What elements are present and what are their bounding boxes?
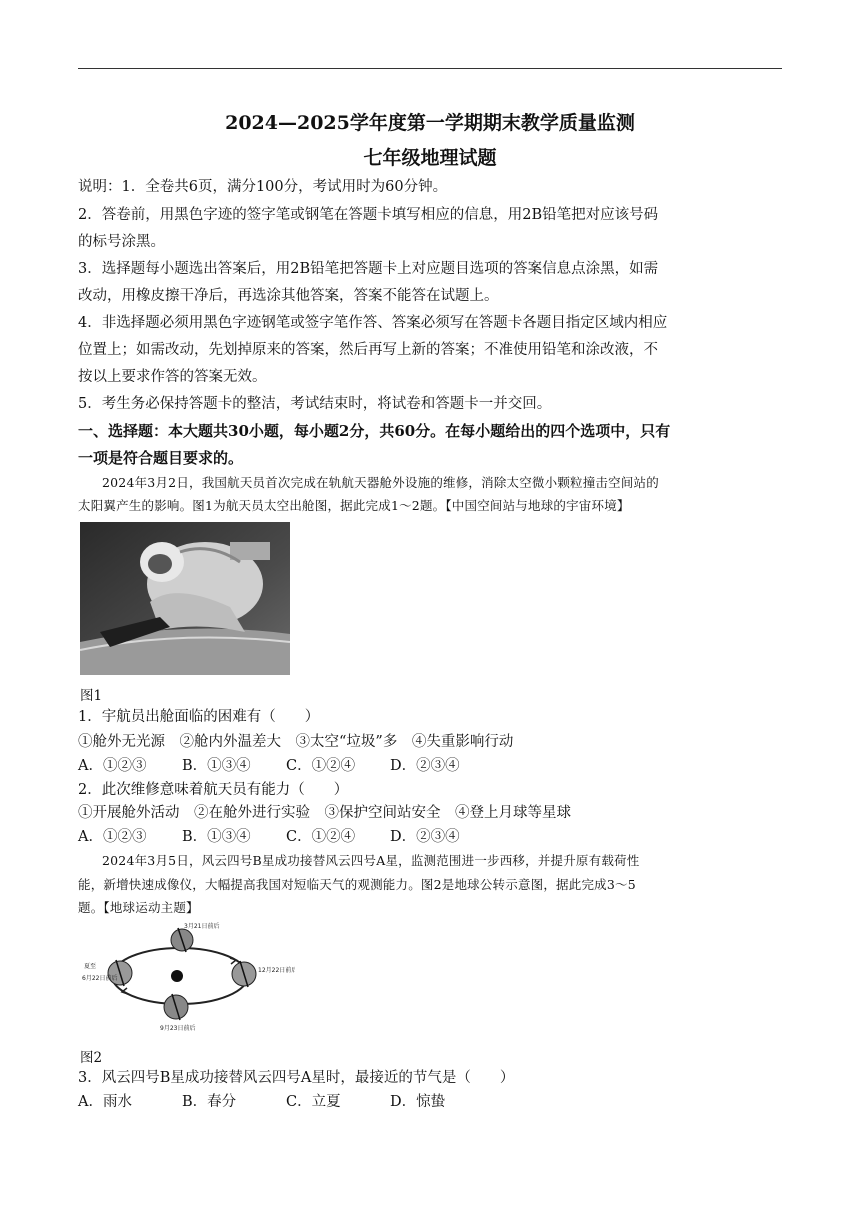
- q1-option-b[interactable]: B．①③④: [182, 758, 251, 774]
- figure2-caption: 图2: [80, 1050, 103, 1066]
- q3-option-c[interactable]: C．立夏: [286, 1094, 341, 1110]
- earth-orbit-diagram: [80, 920, 295, 1032]
- q1-stem: 1．宇航员出舱面临的困难有（ ）: [78, 709, 320, 725]
- label-june: 6月22日前后: [82, 975, 118, 982]
- q2-option-c[interactable]: C．①②④: [286, 829, 356, 845]
- q1-option-a[interactable]: A．①②③: [78, 758, 147, 774]
- passage2-line1: 2024年3月5日，风云四号B星成功接替风云四号A星，监测范围进一步西移，并提升原有载荷性: [102, 853, 640, 868]
- instruction-4: 4．非选择题必须用黑色字迹钢笔或签字笔作答、答案必须写在答题卡各题目指定区域内相应: [78, 315, 668, 331]
- q3-option-a[interactable]: A．雨水: [78, 1094, 132, 1110]
- passage2-line2: 能，新增快速成像仪，大幅提高我国对短临天气的观测能力。图2是地球公转示意图，据此完成3～5: [78, 877, 636, 892]
- q3-stem: 3．风云四号B星成功接替风云四号A星时，最接近的节气是（ ）: [78, 1070, 515, 1086]
- q1-options: [78, 756, 782, 776]
- section-heading: 一、选择题：本大题共30小题，每小题2分，共60分。在每小题给出的四个选项中，只有: [78, 422, 671, 440]
- q1-items: ①舱外无光源 ②舱内外温差大 ③太空“垃圾”多 ④失重影响行动: [78, 734, 514, 750]
- q3-option-b[interactable]: B．春分: [182, 1094, 237, 1110]
- label-december: 12月22日前后: [258, 967, 295, 974]
- instruction-2-cont: 的标号涂黑。: [78, 234, 165, 250]
- q2-options: [78, 827, 782, 847]
- passage2-line3: 题。【地球运动主题】: [78, 900, 199, 915]
- q3-options: [78, 1092, 782, 1112]
- q1-option-d[interactable]: D．②③④: [390, 758, 460, 774]
- instruction-4-cont2: 按以上要求作答的答案无效。: [78, 369, 267, 385]
- q2-option-d[interactable]: D．②③④: [390, 829, 460, 845]
- q2-items: ①开展舱外活动 ②在舱外进行实验 ③保护空间站安全 ④登上月球等星球: [78, 805, 571, 821]
- q2-stem: 2．此次维修意味着航天员有能力（ ）: [78, 782, 349, 798]
- instruction-2: 2．答卷前，用黑色字迹的签字笔或钢笔在答题卡填写相应的信息，用2B铅笔把对应该号码: [78, 207, 659, 223]
- instruction-3-cont: 改动，用橡皮擦干净后，再选涂其他答案，答案不能答在试题上。: [78, 288, 499, 304]
- label-summer: 夏至: [84, 963, 97, 970]
- passage1-line2: 太阳翼产生的影响。图1为航天员太空出舱图，据此完成1～2题。【中国空间站与地球的宇宙环境】: [78, 498, 630, 513]
- figure1-caption: 图1: [80, 688, 103, 704]
- section-heading-cont: 一项是符合题目要求的。: [78, 449, 244, 467]
- instruction-3: 3．选择题每小题选出答案后，用2B铅笔把答题卡上对应题目选项的答案信息点涂黑，如需: [78, 261, 659, 277]
- passage1-line1: 2024年3月2日，我国航天员首次完成在轨航天器舱外设施的维修，消除太空微小颗粒撞击空间站的: [102, 475, 659, 490]
- instruction-1: 说明：1．全卷共6页，满分100分，考试用时为60分钟。: [78, 179, 448, 195]
- top-rule: [78, 68, 782, 69]
- q3-option-d[interactable]: D．惊蛰: [390, 1094, 446, 1110]
- instruction-4-cont: 位置上；如需改动，先划掉原来的答案，然后再写上新的答案；不准使用铅笔和涂改液，不: [78, 342, 658, 358]
- exam-subtitle: 七年级地理试题: [363, 147, 497, 169]
- exam-title: 2024—2025学年度第一学期期末教学质量监测: [225, 112, 635, 134]
- astronaut-photo: [80, 522, 290, 675]
- label-september: 9月23日前后: [160, 1025, 196, 1032]
- q2-option-b[interactable]: B．①③④: [182, 829, 251, 845]
- q1-option-c[interactable]: C．①②④: [286, 758, 356, 774]
- label-march: 3月21日前后: [184, 923, 220, 930]
- q2-option-a[interactable]: A．①②③: [78, 829, 147, 845]
- instruction-5: 5．考生务必保持答题卡的整洁，考试结束时，将试卷和答题卡一并交回。: [78, 396, 552, 412]
